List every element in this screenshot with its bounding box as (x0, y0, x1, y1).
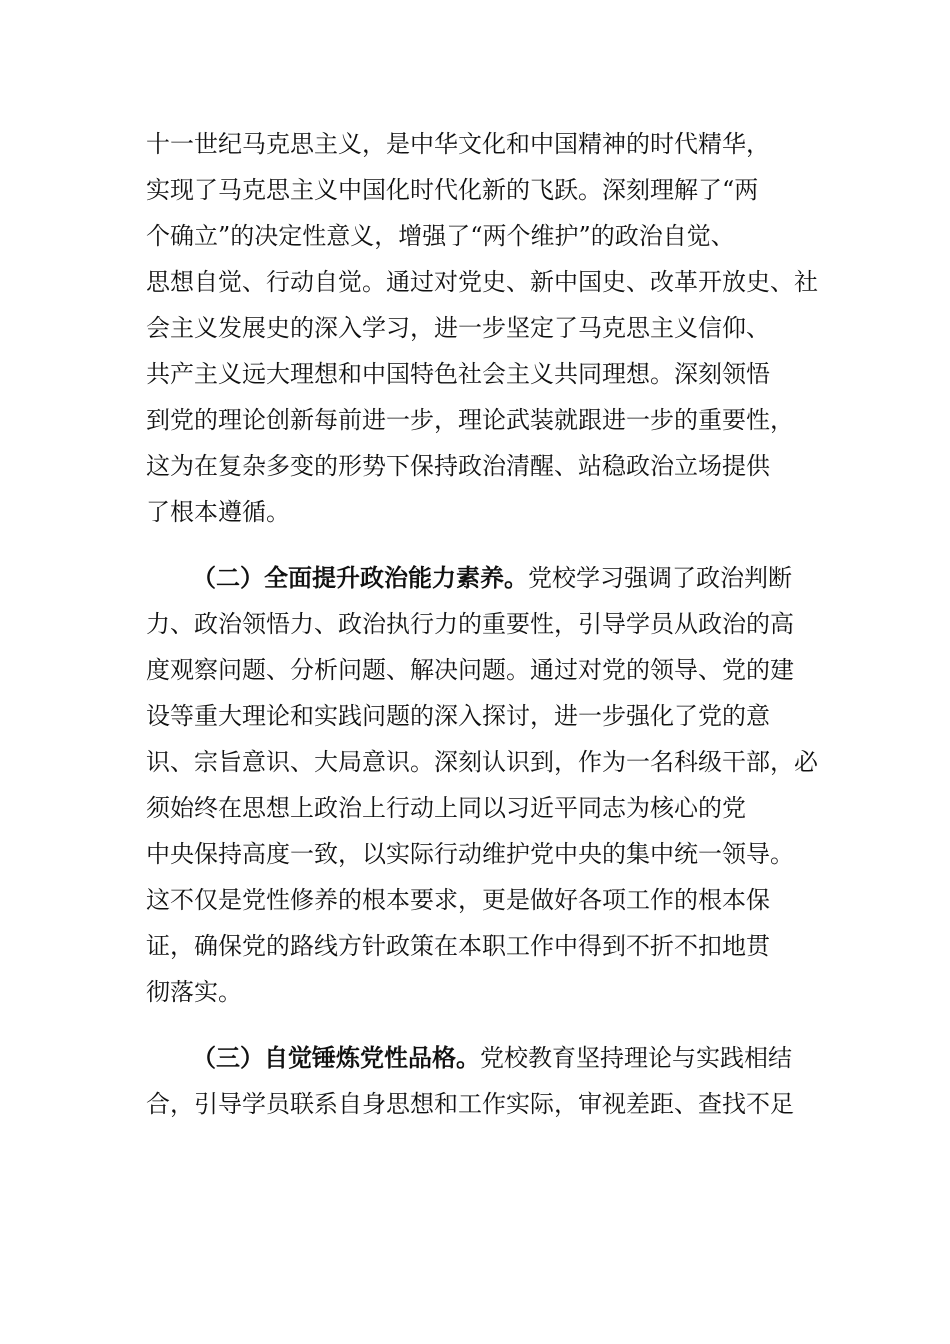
text-line: 到党的理论创新每前进一步，理论武装就跟进一步的重要性， (146, 406, 794, 434)
section-heading: （二）全面提升政治能力素养。 (192, 563, 528, 592)
text-line: 彻落实。 (146, 978, 242, 1006)
text-line: 中央保持高度一致，以实际行动维护党中央的集中统一领导。 (146, 840, 794, 868)
text-span: 党校学习强调了政治判断 (528, 564, 792, 592)
text-line: 会主义发展史的深入学习，进一步坚定了马克思主义信仰、 (146, 314, 770, 342)
text-line: 力、政治领悟力、政治执行力的重要性，引导学员从政治的高 (146, 610, 794, 638)
text-line: 证，确保党的路线方针政策在本职工作中得到不折不扣地贯 (146, 932, 770, 960)
paragraph-first-line (192, 554, 816, 602)
text-line: 这为在复杂多变的形势下保持政治清醒、站稳政治立场提供 (146, 452, 770, 480)
text-line: 了根本遵循。 (146, 498, 290, 526)
text-line: 个确立”的决定性意义，增强了“两个维护”的政治自觉、 (146, 222, 735, 250)
text-line: 思想自觉、行动自觉。通过对党史、新中国史、改革开放史、社 (146, 268, 818, 296)
text-line: 设等重大理论和实践问题的深入探讨，进一步强化了党的意 (146, 702, 770, 730)
section-heading: （三）自觉锤炼党性品格。 (192, 1043, 480, 1072)
text-line: 实现了马克思主义中国化时代化新的飞跃。深刻理解了“两 (146, 176, 759, 204)
text-line: 度观察问题、分析问题、解决问题。通过对党的领导、党的建 (146, 656, 794, 684)
text-line: 共产主义远大理想和中国特色社会主义共同理想。深刻领悟 (146, 360, 770, 388)
text-line: 这不仅是党性修养的根本要求，更是做好各项工作的根本保 (146, 886, 770, 914)
text-line: 合，引导学员联系自身思想和工作实际，审视差距、查找不足 (146, 1090, 794, 1118)
paragraph-first-line (192, 1034, 816, 1082)
text-line: 识、宗旨意识、大局意识。深刻认识到，作为一名科级干部，必 (146, 748, 818, 776)
text-span: 党校教育坚持理论与实践相结 (480, 1044, 792, 1072)
text-line: 十一世纪马克思主义，是中华文化和中国精神的时代精华， (146, 130, 770, 158)
text-line: 须始终在思想上政治上行动上同以习近平同志为核心的党 (146, 794, 746, 822)
